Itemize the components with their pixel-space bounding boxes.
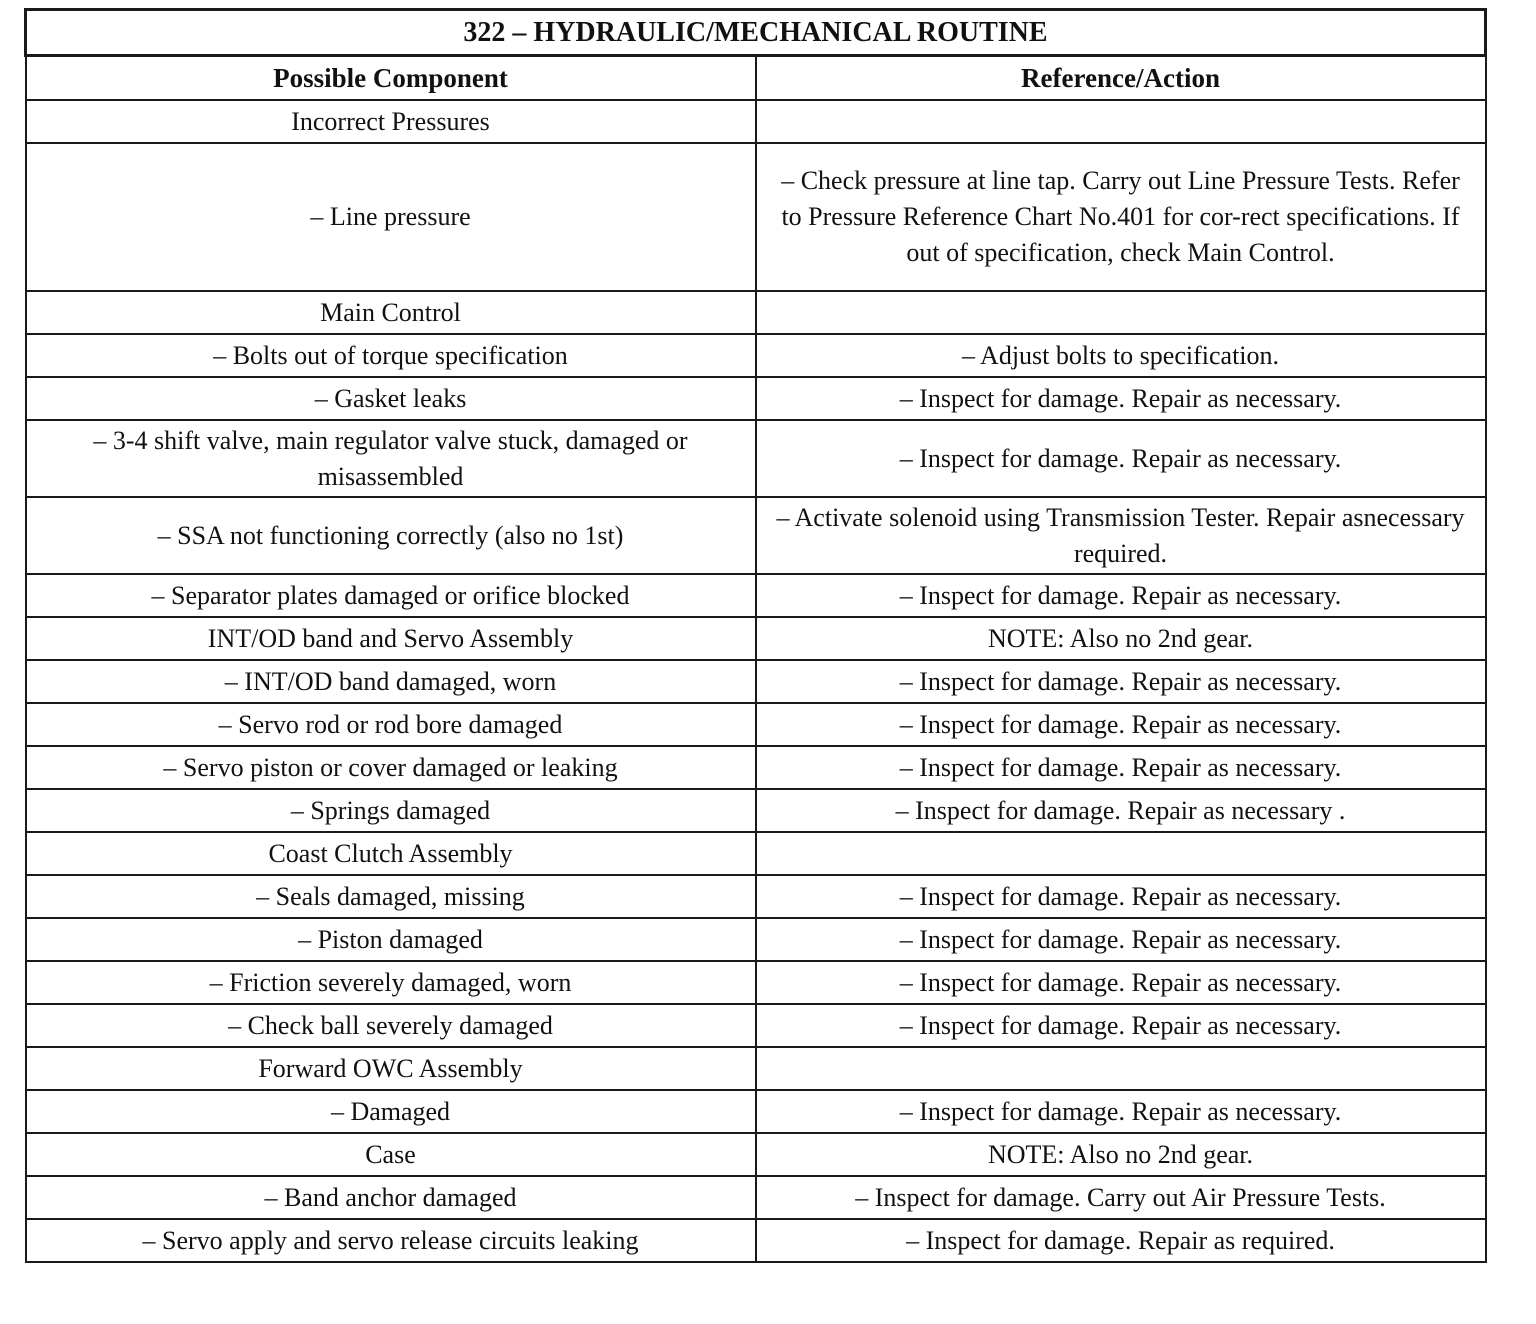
action-cell: – Inspect for damage. Repair as necessary. — [756, 377, 1486, 420]
action-cell: – Inspect for damage. Repair as necessary. — [756, 574, 1486, 617]
action-cell: – Inspect for damage. Carry out Air Pressure Tests. — [756, 1176, 1486, 1219]
action-cell: – Inspect for damage. Repair as necessary. — [756, 420, 1486, 497]
table-row — [26, 334, 1486, 377]
action-cell: NOTE: Also no 2nd gear. — [756, 1133, 1486, 1176]
header-reference-action: Reference/Action — [756, 56, 1486, 101]
table-row — [26, 1004, 1486, 1047]
table-row — [26, 918, 1486, 961]
action-cell: – Adjust bolts to specification. — [756, 334, 1486, 377]
table-row — [26, 832, 1486, 875]
action-cell: – Activate solenoid using Transmission Tester. Repair asnecessary required. — [756, 497, 1486, 574]
component-cell: – Seals damaged, missing — [26, 875, 756, 918]
component-cell: – Damaged — [26, 1090, 756, 1133]
table-row — [26, 420, 1486, 497]
action-cell: – Check pressure at line tap. Carry out Line Pressure Tests. Refer to Pressure Reference Chart No.401 for cor-rect specifications. If out of specification, check Main Control. — [756, 143, 1486, 291]
action-cell — [756, 832, 1486, 875]
table-row — [26, 789, 1486, 832]
header-row — [26, 56, 1486, 101]
table-row — [26, 143, 1486, 291]
table-row — [26, 1176, 1486, 1219]
table-row — [26, 1047, 1486, 1090]
component-cell: – Servo rod or rod bore damaged — [26, 703, 756, 746]
table-row — [26, 617, 1486, 660]
table-row — [26, 100, 1486, 143]
component-cell: – Bolts out of torque specification — [26, 334, 756, 377]
table-row — [26, 497, 1486, 574]
table-row — [26, 660, 1486, 703]
action-cell: – Inspect for damage. Repair as necessary. — [756, 875, 1486, 918]
action-cell: – Inspect for damage. Repair as necessary. — [756, 961, 1486, 1004]
component-cell: – INT/OD band damaged, worn — [26, 660, 756, 703]
table-row — [26, 746, 1486, 789]
action-cell — [756, 291, 1486, 334]
action-cell: – Inspect for damage. Repair as necessary. — [756, 660, 1486, 703]
component-cell: Incorrect Pressures — [26, 100, 756, 143]
table-row — [26, 1133, 1486, 1176]
table-row — [26, 377, 1486, 420]
component-cell: – Gasket leaks — [26, 377, 756, 420]
action-cell: – Inspect for damage. Repair as necessary. — [756, 703, 1486, 746]
action-cell: – Inspect for damage. Repair as necessary. — [756, 1004, 1486, 1047]
table-row — [26, 875, 1486, 918]
action-cell — [756, 100, 1486, 143]
component-cell: – Friction severely damaged, worn — [26, 961, 756, 1004]
component-cell: Coast Clutch Assembly — [26, 832, 756, 875]
action-cell — [756, 1047, 1486, 1090]
routine-table — [24, 8, 1487, 1263]
component-cell: – 3-4 shift valve, main regulator valve stuck, damaged or misassembled — [26, 420, 756, 497]
table-body — [26, 100, 1486, 1262]
component-cell: – Line pressure — [26, 143, 756, 291]
table-row — [26, 1219, 1486, 1262]
action-cell: – Inspect for damage. Repair as necessary. — [756, 1090, 1486, 1133]
table-row — [26, 1090, 1486, 1133]
component-cell: – SSA not functioning correctly (also no 1st) — [26, 497, 756, 574]
action-cell: – Inspect for damage. Repair as necessary. — [756, 918, 1486, 961]
component-cell: Main Control — [26, 291, 756, 334]
table-row — [26, 574, 1486, 617]
component-cell: – Piston damaged — [26, 918, 756, 961]
table-row — [26, 703, 1486, 746]
action-cell: – Inspect for damage. Repair as necessary . — [756, 789, 1486, 832]
component-cell: Forward OWC Assembly — [26, 1047, 756, 1090]
table-row — [26, 961, 1486, 1004]
table-row — [26, 291, 1486, 334]
component-cell: – Servo apply and servo release circuits leaking — [26, 1219, 756, 1262]
component-cell: – Servo piston or cover damaged or leaking — [26, 746, 756, 789]
table-title: 322 – HYDRAULIC/MECHANICAL ROUTINE — [26, 10, 1486, 56]
action-cell: – Inspect for damage. Repair as required. — [756, 1219, 1486, 1262]
component-cell: – Band anchor damaged — [26, 1176, 756, 1219]
action-cell: NOTE: Also no 2nd gear. — [756, 617, 1486, 660]
component-cell: Case — [26, 1133, 756, 1176]
header-possible-component: Possible Component — [26, 56, 756, 101]
component-cell: – Separator plates damaged or orifice blocked — [26, 574, 756, 617]
component-cell: – Springs damaged — [26, 789, 756, 832]
title-row — [26, 10, 1486, 56]
action-cell: – Inspect for damage. Repair as necessary. — [756, 746, 1486, 789]
component-cell: INT/OD band and Servo Assembly — [26, 617, 756, 660]
component-cell: – Check ball severely damaged — [26, 1004, 756, 1047]
